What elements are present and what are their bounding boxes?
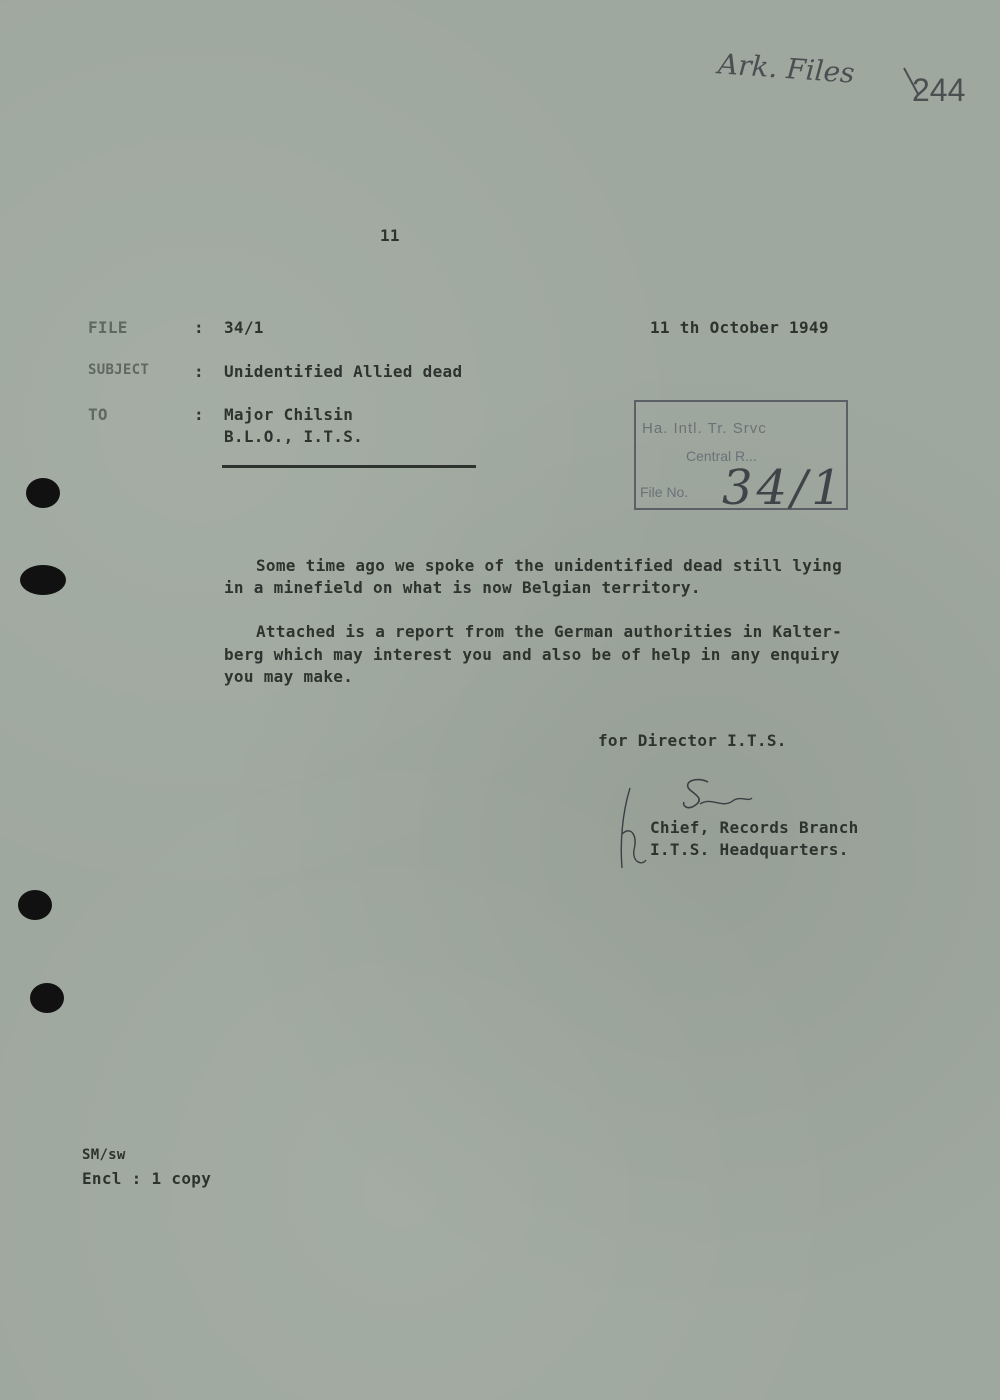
file-separator: : [194,318,204,337]
punch-hole [18,890,52,920]
signature-title-2: I.T.S. Headquarters. [650,840,849,859]
folio-number: 244 [912,72,966,108]
stamp-line-1: Ha. Intl. Tr. Srvc [642,420,767,437]
recipient-title: B.L.O., I.T.S. [224,427,364,446]
letter-date: 11 th October 1949 [650,318,829,337]
file-label: FILE [88,318,128,337]
body-paragraph-1-line-2: in a minefield on what is now Belgian territory. [224,578,701,597]
recipient-name: Major Chilsin [224,405,354,424]
stamp-line-2: Central R... [686,448,757,464]
body-paragraph-2-line-1: Attached is a report from the German authorities in Kalter- [256,622,843,641]
registry-stamp [634,400,848,516]
stamp-file-no-label: File No. [640,484,689,500]
punch-hole [20,565,66,595]
stamp-file-no-value: 34/1 [722,460,846,516]
folio-slash-mark [900,62,924,102]
header-underline [222,465,476,468]
body-paragraph-2-line-2: berg which may interest you and also be of help in any enquiry [224,645,840,664]
signature-title-1: Chief, Records Branch [650,818,859,837]
punch-hole [26,478,60,508]
subject-value: Unidentified Allied dead [224,362,463,381]
page-number: 11 [380,226,400,245]
reference-initials: SM/sw [82,1147,126,1163]
subject-separator: : [194,362,204,381]
signature-for-line: for Director I.T.S. [598,731,787,750]
punch-hole [30,983,64,1013]
subject-label: SUBJECT [88,362,150,378]
file-value: 34/1 [224,318,264,337]
body-paragraph-2-line-3: you may make. [224,667,354,686]
to-label: TO [88,405,108,424]
enclosure-note: Encl : 1 copy [82,1169,212,1188]
body-paragraph-1-line-1: Some time ago we spoke of the unidentified dead still lying [256,556,843,575]
to-separator: : [194,405,204,424]
handwritten-note: Ark. Files [717,47,856,90]
